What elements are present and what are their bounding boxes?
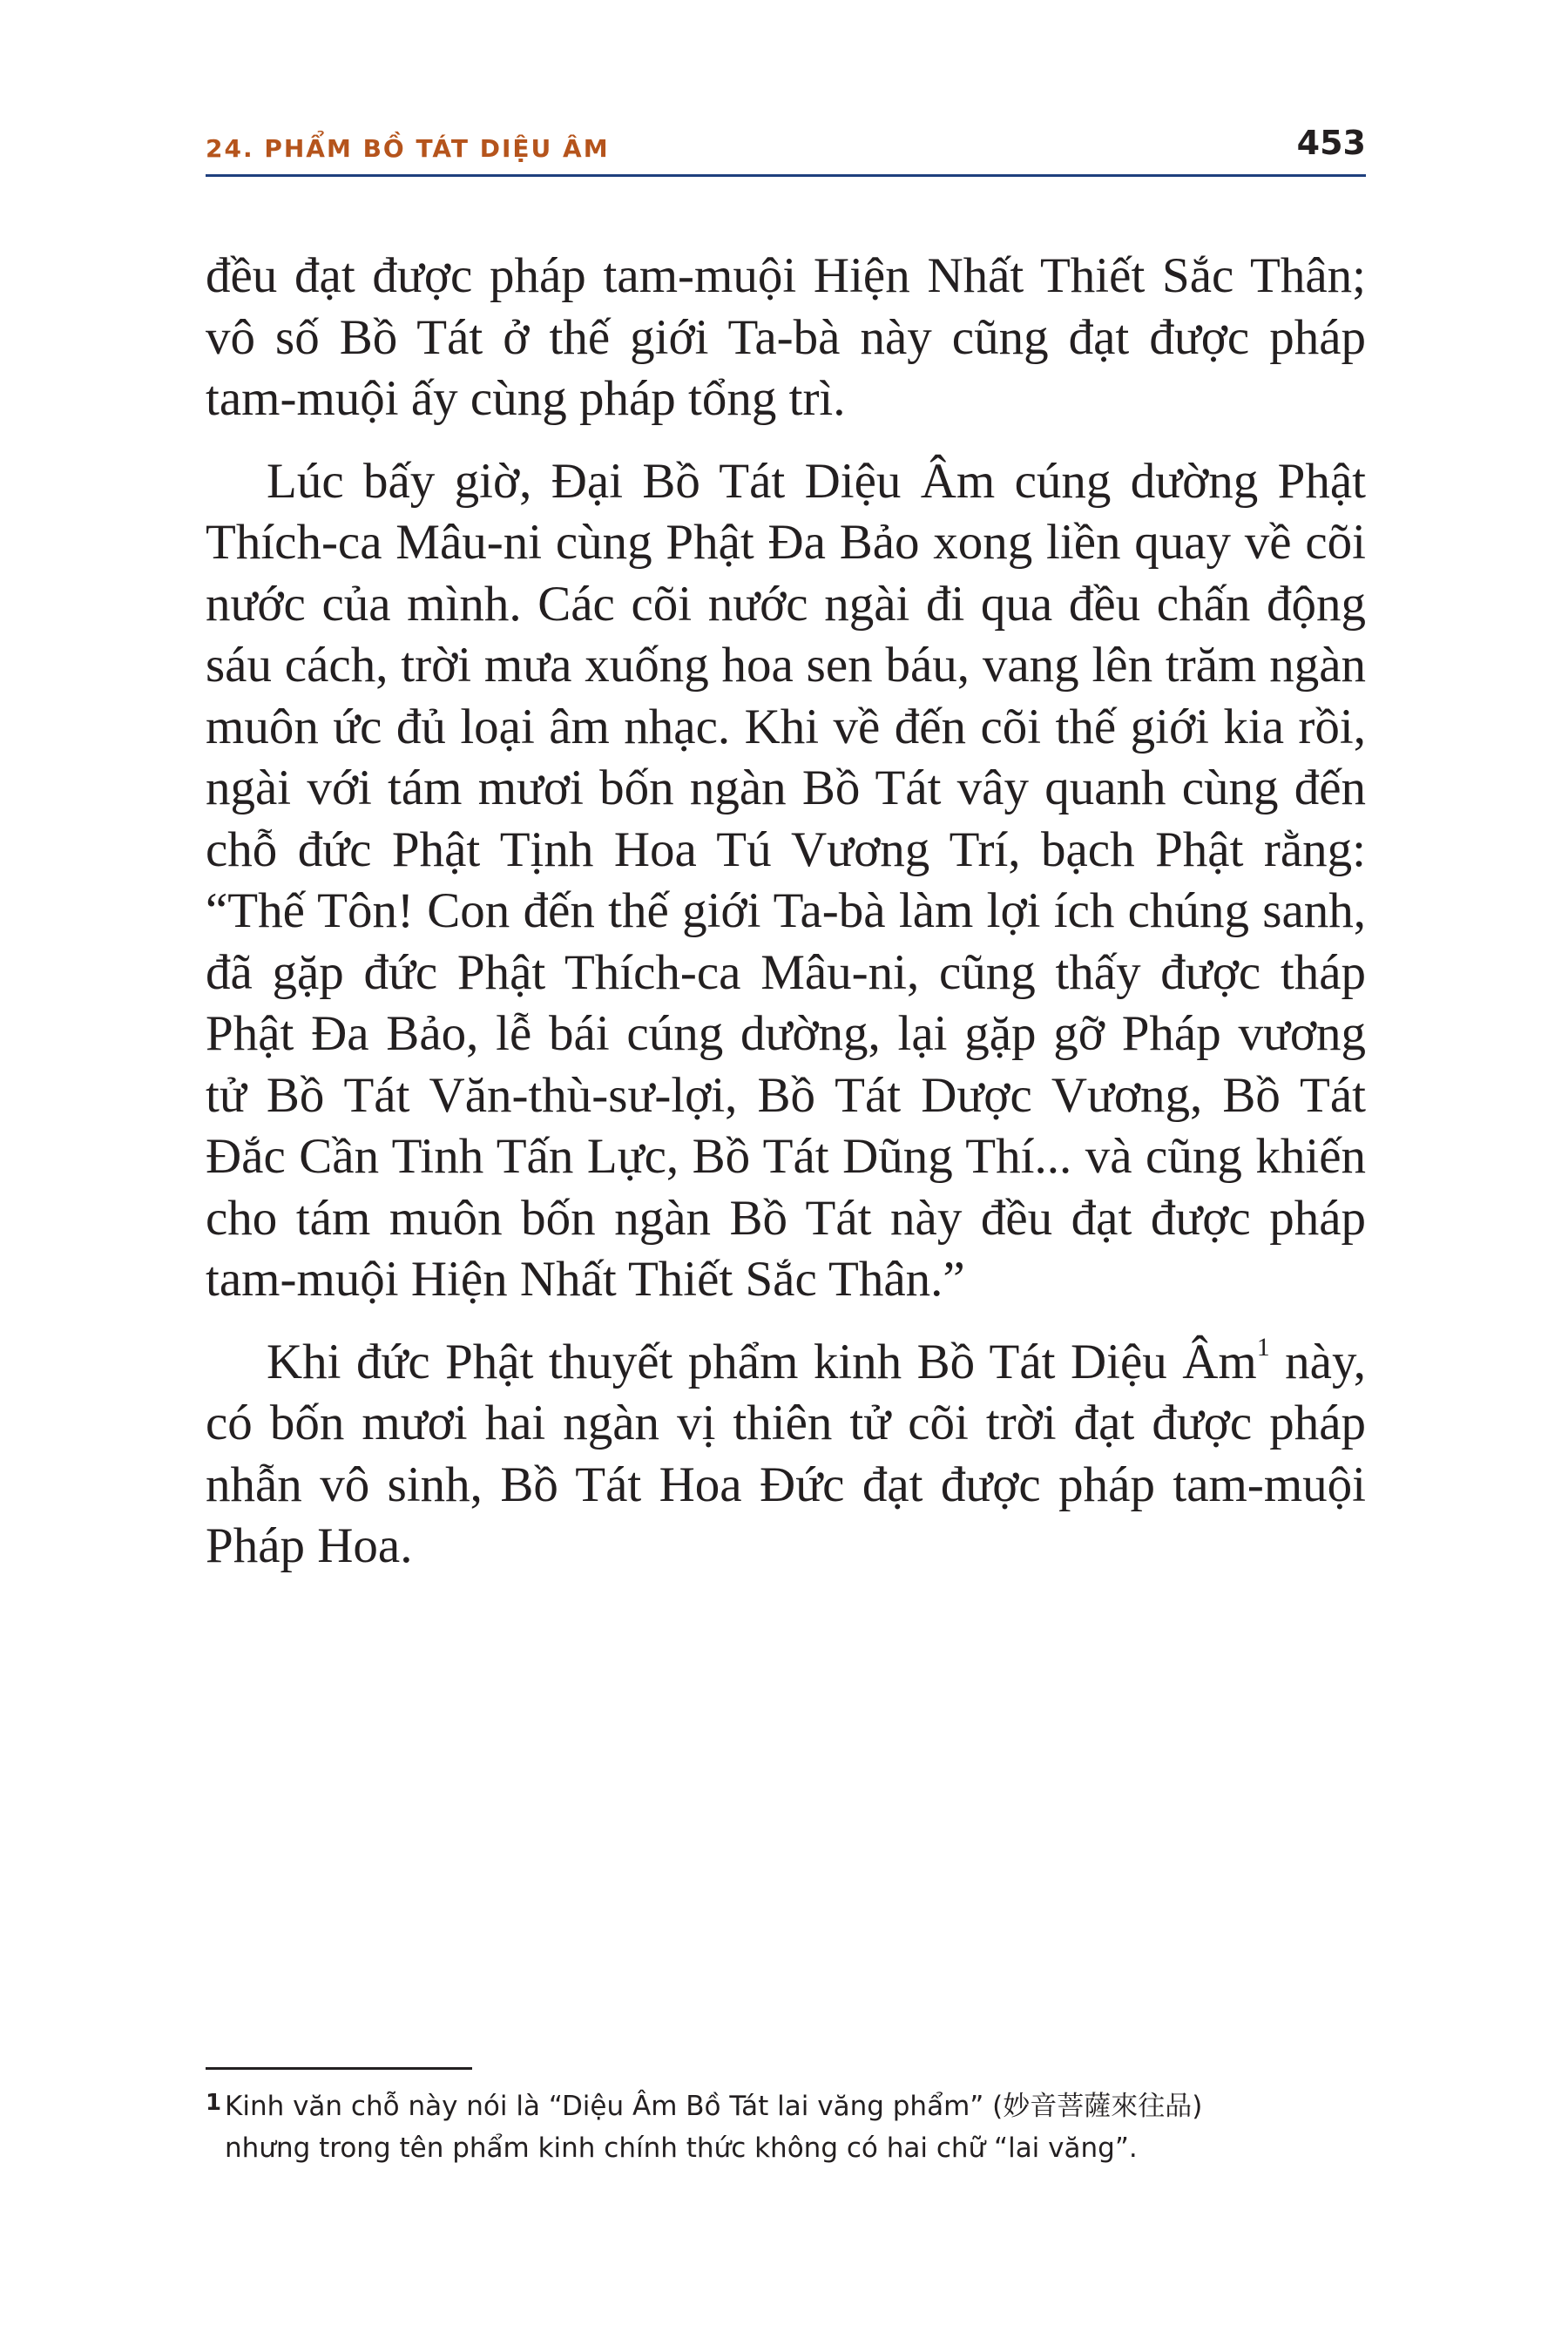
paragraph-3 — [206, 1332, 1366, 1578]
paragraph-2: Lúc bấy giờ, Đại Bồ Tát Diệu Âm cúng dường Phật Thích-ca Mâu-ni cùng Phật Đa Bảo xong liền quay về cõi nước của mình. Các cõi nước ngài đi qua đều chấn động sáu cách, trời mưa xuống hoa sen báu, vang lên trăm ngàn muôn ức đủ loại âm nhạc. Khi về đến cõi thế giới kia rồi, ngài với tám mươi bốn ngàn Bồ Tát vây quanh cùng đến chỗ đức Phật Tịnh Hoa Tú Vương Trí, bạch Phật rằng: “Thế Tôn! Con đến thế giới Ta-bà làm lợi ích chúng sanh, đã gặp đức Phật Thích-ca Mâu-ni, cũng thấy được tháp Phật Đa Bảo, lễ bái cúng dường, lại gặp gỡ Pháp vương tử Bồ Tát Văn-thù-sư-lợi, Bồ Tát Dược Vương, Bồ Tát Đắc Cần Tinh Tấn Lực, Bồ Tát Dũng Thí... và cũng khiến cho tám muôn bốn ngàn Bồ Tát này đều đạt được pháp tam-muội Hiện Nhất Thiết Sắc Thân.” — [206, 453, 1366, 1307]
header-rule — [206, 174, 1366, 177]
body-text — [206, 246, 1366, 1598]
footnote-line-2: nhưng trong tên phẩm kinh chính thức không có hai chữ “lai văng”. — [225, 2132, 1138, 2164]
footnote-text-1: Kinh văn chỗ này nói là “Diệu Âm Bồ Tát lai văng phẩm” (妙音菩薩來往品) — [225, 2091, 1203, 2122]
footnote-marker: 1 — [206, 2090, 222, 2116]
footnote-reference[interactable]: 1 — [1256, 1332, 1270, 1362]
page-number: 453 — [1296, 124, 1366, 162]
footnote-rule — [206, 2067, 472, 2070]
paragraph-3-rest: này, có bốn mươi hai ngàn vị thiên tử cõi trời đạt được pháp nhẫn vô sinh, Bồ Tát Hoa Đức đạt được pháp tam-muội Pháp Hoa. — [206, 1334, 1367, 1573]
paragraph-1: đều đạt được pháp tam-muội Hiện Nhất Thiết Sắc Thân; vô số Bồ Tát ở thế giới Ta-bà này cũng đạt được pháp tam-muội ấy cùng pháp tổng trì. — [206, 248, 1366, 426]
paragraph-3-start: Khi đức Phật thuyết phẩm kinh Bồ Tát Diệu Âm — [267, 1334, 1257, 1389]
footnote-line-1 — [206, 2082, 1366, 2127]
footnote — [206, 2082, 1366, 2169]
chapter-title: 24. PHẨM BỒ TÁT DIỆU ÂM — [206, 134, 610, 163]
